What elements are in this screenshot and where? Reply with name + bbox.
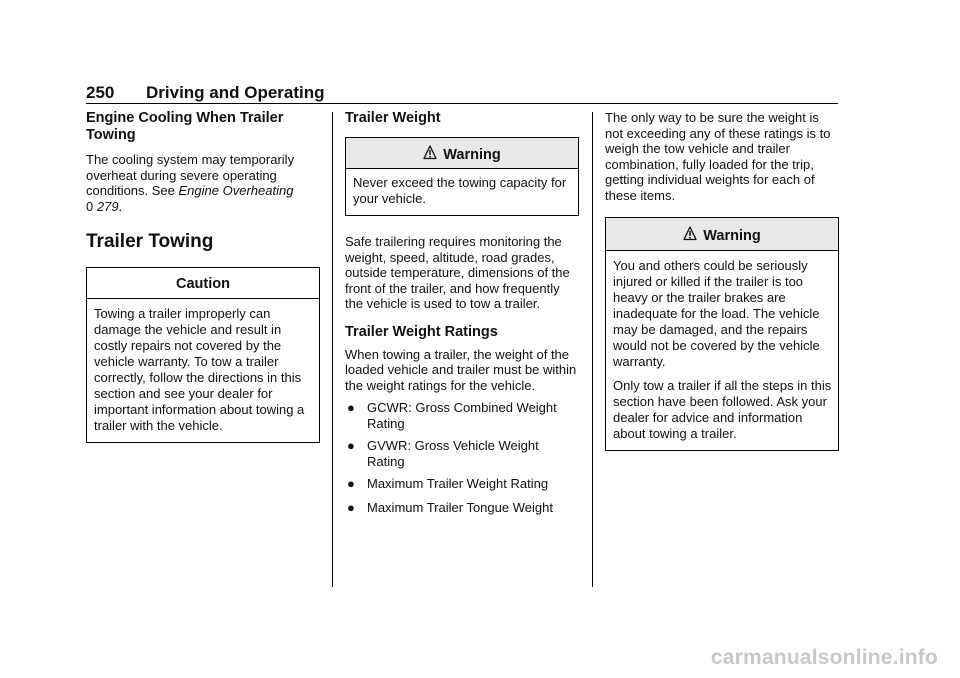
warning-body: [346, 169, 578, 215]
column-3: [605, 110, 839, 451]
list-item-text: Maximum Trailer Weight Rating: [367, 476, 549, 491]
bullet-icon: ●: [347, 476, 355, 491]
column-1: [86, 110, 320, 443]
warning-text: Never exceed the towing capacity for your vehicle.: [353, 175, 567, 206]
list-item: [345, 476, 579, 492]
list-item: [345, 500, 579, 516]
caution-box: [86, 267, 320, 443]
warning-header: [346, 138, 578, 169]
column-2: [345, 110, 579, 515]
warning-title: Warning: [703, 228, 761, 244]
header-rule: [86, 103, 838, 104]
safe-trailering-text: Safe trailering requires monitoring the weight, speed, altitude, road grades, outside temperature, dimensions of the front of the trailer, and how frequently the vehicle is used to tow a trailer.: [345, 234, 570, 311]
page-ref-link[interactable]: 279: [96, 198, 119, 214]
heading-trailer-towing: Trailer Towing: [86, 231, 214, 252]
cooling-paragraph: [86, 152, 320, 214]
heading-trailer-weight: Trailer Weight: [345, 110, 441, 126]
ratings-text: When towing a trailer, the weight of the loaded vehicle and trailer must be within the weight ratings for the vehicle.: [345, 346, 577, 393]
ref-symbol: 0: [86, 198, 94, 214]
warning-triangle-icon: [683, 226, 697, 245]
list-item: [345, 400, 579, 431]
warning-header: [606, 218, 838, 251]
list-item: [345, 438, 579, 469]
warning-box-weight: [345, 137, 579, 216]
warning-text-2: Only tow a trailer if all the steps in this section have been followed. Ask your dealer for advice and information about towing a trailer.: [613, 378, 832, 441]
heading-weight-ratings: Trailer Weight Ratings: [345, 323, 498, 340]
warning-body: [606, 251, 838, 450]
bullet-icon: ●: [347, 438, 355, 453]
engine-overheating-link[interactable]: Engine Overheating: [178, 183, 294, 198]
warning-title: Warning: [443, 147, 501, 163]
bullet-icon: ●: [347, 400, 355, 415]
ratings-list: [345, 400, 579, 515]
list-item-text: GCWR: Gross Combined Weight Rating: [367, 400, 557, 431]
cooling-text: The cooling system may temporarily overheat during severe operating conditions. See: [86, 152, 295, 198]
bullet-icon: ●: [347, 499, 355, 515]
intro-text: The only way to be sure the weight is not exceeding any of these ratings is to weigh the tow vehicle and trailer combination, fully loaded for the trip, getting individual weights for each of these items.: [605, 110, 831, 203]
column-divider-1: [332, 112, 333, 587]
caution-title: Caution: [87, 268, 319, 299]
watermark: carmanualsonline.info: [710, 646, 938, 669]
warning-triangle-icon: [423, 145, 437, 164]
caution-body: [87, 299, 319, 442]
ref-period: .: [118, 198, 123, 214]
warning-box-overload: [605, 217, 839, 451]
warning-text-1: You and others could be seriously injured or killed if the trailer is too heavy or the trailer brakes are inadequate for the load. The vehicle may be damaged, and the repairs would not be covered by the vehicle warranty.: [613, 258, 820, 369]
page-header: [86, 83, 838, 103]
page-number: 250: [86, 83, 115, 102]
caution-text: Towing a trailer improperly can damage the vehicle and result in costly repairs not covered by the vehicle warranty. To tow a trailer correctly, follow the directions in this section and see your dealer for important information about towing a trailer with the vehicle.: [94, 306, 305, 433]
column-divider-2: [592, 112, 593, 587]
chapter-title: Driving and Operating: [146, 83, 325, 102]
list-item-text: Maximum Trailer Tongue Weight: [367, 499, 553, 515]
list-item-text: GVWR: Gross Vehicle Weight Rating: [367, 438, 539, 469]
heading-engine-cooling: Engine Cooling When Trailer Towing: [86, 110, 284, 143]
